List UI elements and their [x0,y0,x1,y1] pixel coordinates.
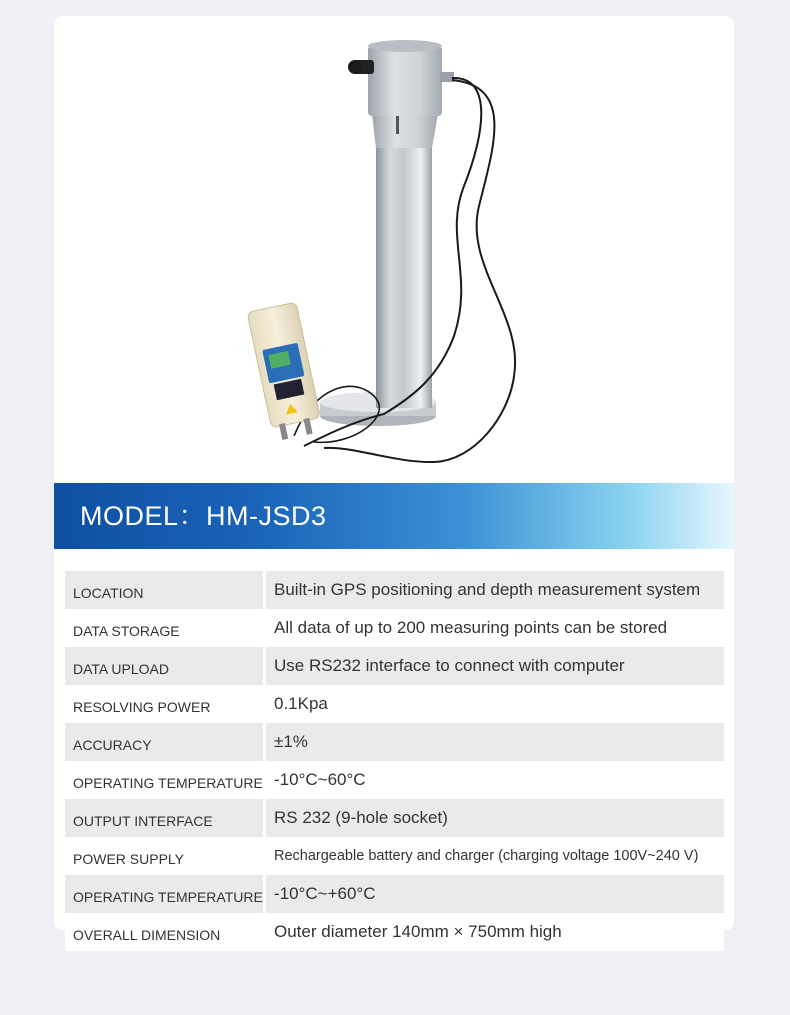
spec-label: RESOLVING POWER [65,685,265,723]
spec-row [65,685,724,723]
spec-label: LOCATION [65,571,265,609]
spec-label: POWER SUPPLY [65,837,265,875]
spec-value: Use RS232 interface to connect with computer [265,647,725,685]
spec-table [65,571,724,951]
spec-label: DATA UPLOAD [65,647,265,685]
spec-row [65,571,724,609]
spec-row [65,609,724,647]
spec-value: 0.1Kpa [265,685,725,723]
spec-value: Built-in GPS positioning and depth measurement system [265,571,725,609]
spec-row [65,799,724,837]
model-banner [54,483,734,549]
spec-value: -10°C~60°C [265,761,725,799]
spec-label: OUTPUT INTERFACE [65,799,265,837]
model-title [80,483,327,549]
spec-label: OVERALL DIMENSION [65,913,265,951]
spec-row [65,875,724,913]
spec-value: All data of up to 200 measuring points can be stored [265,609,725,647]
spec-label: OPERATING TEMPERATURE [65,875,265,913]
product-photo [54,16,734,482]
spec-value: Outer diameter 140mm × 750mm high [265,913,725,951]
spec-row [65,647,724,685]
spec-row [65,761,724,799]
spec-value: RS 232 (9-hole socket) [265,799,725,837]
spec-row [65,723,724,761]
spec-label: ACCURACY [65,723,265,761]
spec-value: Rechargeable battery and charger (charging voltage 100V~240 V) [265,837,725,875]
model-prefix: MODEL： [80,501,207,531]
spec-label: OPERATING TEMPERATURE [65,761,265,799]
spec-row [65,837,724,875]
product-card [54,16,734,943]
spec-value: -10°C~+60°C [265,875,725,913]
spec-label: DATA STORAGE [65,609,265,647]
model-name: HM-JSD3 [206,501,327,531]
spec-value: ±1% [265,723,725,761]
spec-row [65,913,724,951]
